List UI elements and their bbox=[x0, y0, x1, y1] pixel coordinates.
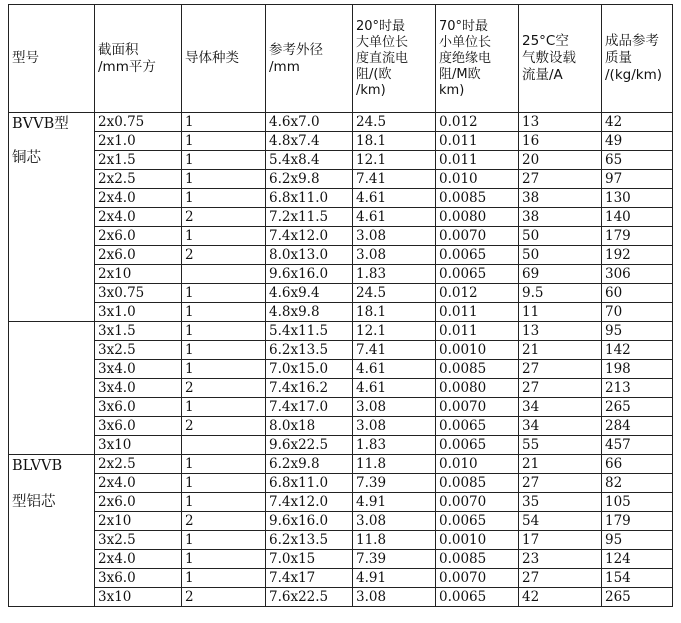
cell-conductor-type: 2 bbox=[182, 208, 266, 227]
cell-dc-resistance: 3.08 bbox=[353, 227, 436, 246]
cell-dc-resistance: 18.1 bbox=[353, 132, 436, 151]
table-row bbox=[9, 417, 673, 436]
header-current-capacity: 25°C空 气敷设载 流量/A bbox=[519, 5, 602, 113]
cell-dc-resistance: 3.08 bbox=[353, 588, 436, 607]
cell-insulation-resistance: 0.0010 bbox=[436, 341, 519, 360]
cell-insulation-resistance: 0.0065 bbox=[436, 512, 519, 531]
model-material: 型铝芯 bbox=[12, 494, 56, 510]
cell-current-capacity: 34 bbox=[519, 417, 602, 436]
table-row bbox=[9, 531, 673, 550]
cell-reference-weight: 265 bbox=[602, 588, 673, 607]
cell-outer-diameter: 7.4x12.0 bbox=[266, 227, 353, 246]
table-row bbox=[9, 284, 673, 303]
cell-conductor-type: 1 bbox=[182, 341, 266, 360]
table-row bbox=[9, 379, 673, 398]
table-row bbox=[9, 170, 673, 189]
cell-insulation-resistance: 0.011 bbox=[436, 132, 519, 151]
cell-current-capacity: 55 bbox=[519, 436, 602, 455]
cell-reference-weight: 154 bbox=[602, 569, 673, 588]
cell-cross-section: 2x4.0 bbox=[95, 189, 182, 208]
cell-cross-section: 3x1.0 bbox=[95, 303, 182, 322]
cell-dc-resistance: 3.08 bbox=[353, 512, 436, 531]
cell-cross-section: 2x6.0 bbox=[95, 227, 182, 246]
cell-insulation-resistance: 0.0080 bbox=[436, 379, 519, 398]
cell-cross-section: 3x6.0 bbox=[95, 569, 182, 588]
cell-dc-resistance: 7.41 bbox=[353, 170, 436, 189]
cell-conductor-type: 2 bbox=[182, 246, 266, 265]
cell-current-capacity: 21 bbox=[519, 455, 602, 474]
spec-table-container bbox=[8, 4, 673, 607]
header-cross-section: 截面积 /mm平方 bbox=[95, 5, 182, 113]
cell-outer-diameter: 7.2x11.5 bbox=[266, 208, 353, 227]
cell-reference-weight: 95 bbox=[602, 531, 673, 550]
cell-dc-resistance: 3.08 bbox=[353, 246, 436, 265]
cell-cross-section: 2x1.5 bbox=[95, 151, 182, 170]
header-dc-resistance: 20°时最 大单位长 度直流电 阻/(欧 /km) bbox=[353, 5, 436, 113]
cell-outer-diameter: 5.4x11.5 bbox=[266, 322, 353, 341]
header-row bbox=[9, 5, 673, 113]
cell-insulation-resistance: 0.010 bbox=[436, 455, 519, 474]
cell-current-capacity: 38 bbox=[519, 189, 602, 208]
cell-dc-resistance: 7.39 bbox=[353, 550, 436, 569]
table-row bbox=[9, 360, 673, 379]
cell-insulation-resistance: 0.0065 bbox=[436, 436, 519, 455]
cell-cross-section: 2x4.0 bbox=[95, 550, 182, 569]
cell-dc-resistance: 4.91 bbox=[353, 569, 436, 588]
header-model: 型号 bbox=[9, 5, 95, 113]
cell-conductor-type: 2 bbox=[182, 379, 266, 398]
cell-dc-resistance: 18.1 bbox=[353, 303, 436, 322]
cell-insulation-resistance: 0.0010 bbox=[436, 531, 519, 550]
table-row bbox=[9, 113, 673, 132]
cell-current-capacity: 35 bbox=[519, 493, 602, 512]
cell-dc-resistance: 12.1 bbox=[353, 151, 436, 170]
cell-current-capacity: 27 bbox=[519, 360, 602, 379]
cell-insulation-resistance: 0.0065 bbox=[436, 588, 519, 607]
cell-cross-section: 2x4.0 bbox=[95, 474, 182, 493]
cell-outer-diameter: 4.8x7.4 bbox=[266, 132, 353, 151]
cell-reference-weight: 265 bbox=[602, 398, 673, 417]
cell-conductor-type: 1 bbox=[182, 322, 266, 341]
cell-cross-section: 3x10 bbox=[95, 436, 182, 455]
cell-insulation-resistance: 0.0085 bbox=[436, 360, 519, 379]
cell-current-capacity: 27 bbox=[519, 474, 602, 493]
cell-reference-weight: 306 bbox=[602, 265, 673, 284]
cell-conductor-type: 1 bbox=[182, 284, 266, 303]
cell-cross-section: 3x2.5 bbox=[95, 341, 182, 360]
cell-conductor-type: 1 bbox=[182, 569, 266, 588]
cell-reference-weight: 65 bbox=[602, 151, 673, 170]
cell-dc-resistance: 3.08 bbox=[353, 398, 436, 417]
cell-conductor-type: 1 bbox=[182, 455, 266, 474]
cell-outer-diameter: 6.2x13.5 bbox=[266, 531, 353, 550]
cell-reference-weight: 179 bbox=[602, 512, 673, 531]
model-cell bbox=[9, 113, 95, 322]
cell-conductor-type: 1 bbox=[182, 227, 266, 246]
cell-reference-weight: 42 bbox=[602, 113, 673, 132]
cell-current-capacity: 38 bbox=[519, 208, 602, 227]
cell-outer-diameter: 9.6x22.5 bbox=[266, 436, 353, 455]
table-row bbox=[9, 436, 673, 455]
cell-insulation-resistance: 0.0085 bbox=[436, 550, 519, 569]
cell-insulation-resistance: 0.0065 bbox=[436, 265, 519, 284]
cell-cross-section: 3x2.5 bbox=[95, 531, 182, 550]
cell-dc-resistance: 7.41 bbox=[353, 341, 436, 360]
cell-insulation-resistance: 0.0070 bbox=[436, 569, 519, 588]
cell-dc-resistance: 11.8 bbox=[353, 455, 436, 474]
cell-cross-section: 2x10 bbox=[95, 265, 182, 284]
cell-conductor-type: 2 bbox=[182, 588, 266, 607]
cell-reference-weight: 130 bbox=[602, 189, 673, 208]
cell-conductor-type: 1 bbox=[182, 531, 266, 550]
cell-conductor-type: 1 bbox=[182, 151, 266, 170]
table-row bbox=[9, 398, 673, 417]
cell-dc-resistance: 4.61 bbox=[353, 379, 436, 398]
table-row bbox=[9, 493, 673, 512]
cell-conductor-type: 2 bbox=[182, 512, 266, 531]
table-row bbox=[9, 474, 673, 493]
cell-current-capacity: 13 bbox=[519, 322, 602, 341]
cell-current-capacity: 11 bbox=[519, 303, 602, 322]
table-row bbox=[9, 569, 673, 588]
cell-conductor-type: 1 bbox=[182, 550, 266, 569]
cell-outer-diameter: 6.8x11.0 bbox=[266, 189, 353, 208]
cell-current-capacity: 34 bbox=[519, 398, 602, 417]
cell-outer-diameter: 4.6x7.0 bbox=[266, 113, 353, 132]
cell-outer-diameter: 7.0x15 bbox=[266, 550, 353, 569]
cell-dc-resistance: 4.91 bbox=[353, 493, 436, 512]
table-row bbox=[9, 227, 673, 246]
cell-conductor-type: 1 bbox=[182, 189, 266, 208]
cell-cross-section: 2x4.0 bbox=[95, 208, 182, 227]
cell-insulation-resistance: 0.0080 bbox=[436, 208, 519, 227]
cell-dc-resistance: 4.61 bbox=[353, 208, 436, 227]
cell-dc-resistance: 7.39 bbox=[353, 474, 436, 493]
cell-current-capacity: 20 bbox=[519, 151, 602, 170]
table-row bbox=[9, 455, 673, 474]
cell-cross-section: 3x4.0 bbox=[95, 360, 182, 379]
table-row bbox=[9, 588, 673, 607]
cell-insulation-resistance: 0.011 bbox=[436, 303, 519, 322]
cell-current-capacity: 17 bbox=[519, 531, 602, 550]
cell-outer-diameter: 7.4x16.2 bbox=[266, 379, 353, 398]
cell-current-capacity: 13 bbox=[519, 113, 602, 132]
cell-current-capacity: 27 bbox=[519, 379, 602, 398]
cell-outer-diameter: 7.4x12.0 bbox=[266, 493, 353, 512]
cell-conductor-type: 1 bbox=[182, 474, 266, 493]
cell-outer-diameter: 8.0x18 bbox=[266, 417, 353, 436]
cell-outer-diameter: 7.0x15.0 bbox=[266, 360, 353, 379]
cell-cross-section: 3x6.0 bbox=[95, 398, 182, 417]
cell-reference-weight: 142 bbox=[602, 341, 673, 360]
cell-cross-section: 2x2.5 bbox=[95, 455, 182, 474]
header-outer-diameter: 参考外径 /mm bbox=[266, 5, 353, 113]
cell-dc-resistance: 1.83 bbox=[353, 436, 436, 455]
cell-cross-section: 2x6.0 bbox=[95, 246, 182, 265]
cell-insulation-resistance: 0.012 bbox=[436, 113, 519, 132]
cell-outer-diameter: 4.8x9.8 bbox=[266, 303, 353, 322]
cell-outer-diameter: 9.6x16.0 bbox=[266, 512, 353, 531]
cell-cross-section: 2x6.0 bbox=[95, 493, 182, 512]
cell-insulation-resistance: 0.0070 bbox=[436, 398, 519, 417]
model-name: BLVVB bbox=[12, 458, 63, 474]
model-cell bbox=[9, 322, 95, 455]
cell-cross-section: 2x10 bbox=[95, 512, 182, 531]
cell-outer-diameter: 9.6x16.0 bbox=[266, 265, 353, 284]
cell-reference-weight: 198 bbox=[602, 360, 673, 379]
cell-dc-resistance: 1.83 bbox=[353, 265, 436, 284]
cell-dc-resistance: 24.5 bbox=[353, 284, 436, 303]
cell-reference-weight: 457 bbox=[602, 436, 673, 455]
cell-reference-weight: 60 bbox=[602, 284, 673, 303]
cell-reference-weight: 213 bbox=[602, 379, 673, 398]
cell-dc-resistance: 4.61 bbox=[353, 360, 436, 379]
cell-outer-diameter: 4.6x9.4 bbox=[266, 284, 353, 303]
cell-conductor-type bbox=[182, 265, 266, 284]
table-row bbox=[9, 208, 673, 227]
table-row bbox=[9, 151, 673, 170]
cell-reference-weight: 97 bbox=[602, 170, 673, 189]
cell-outer-diameter: 5.4x8.4 bbox=[266, 151, 353, 170]
cell-insulation-resistance: 0.0070 bbox=[436, 493, 519, 512]
table-row bbox=[9, 550, 673, 569]
model-cell bbox=[9, 455, 95, 607]
cell-reference-weight: 70 bbox=[602, 303, 673, 322]
table-row bbox=[9, 246, 673, 265]
cell-dc-resistance: 4.61 bbox=[353, 189, 436, 208]
cell-reference-weight: 82 bbox=[602, 474, 673, 493]
cell-insulation-resistance: 0.011 bbox=[436, 322, 519, 341]
table-row bbox=[9, 512, 673, 531]
cell-outer-diameter: 6.2x9.8 bbox=[266, 455, 353, 474]
cell-reference-weight: 192 bbox=[602, 246, 673, 265]
cell-dc-resistance: 24.5 bbox=[353, 113, 436, 132]
cell-cross-section: 2x2.5 bbox=[95, 170, 182, 189]
cell-dc-resistance: 12.1 bbox=[353, 322, 436, 341]
cell-conductor-type: 1 bbox=[182, 303, 266, 322]
cell-insulation-resistance: 0.010 bbox=[436, 170, 519, 189]
cell-current-capacity: 42 bbox=[519, 588, 602, 607]
cell-reference-weight: 179 bbox=[602, 227, 673, 246]
cell-insulation-resistance: 0.0085 bbox=[436, 474, 519, 493]
cell-insulation-resistance: 0.0065 bbox=[436, 417, 519, 436]
cell-outer-diameter: 6.2x9.8 bbox=[266, 170, 353, 189]
cell-reference-weight: 49 bbox=[602, 132, 673, 151]
table-row bbox=[9, 132, 673, 151]
cell-cross-section: 3x10 bbox=[95, 588, 182, 607]
cell-cross-section: 3x4.0 bbox=[95, 379, 182, 398]
cell-conductor-type bbox=[182, 436, 266, 455]
cell-cross-section: 3x1.5 bbox=[95, 322, 182, 341]
cell-current-capacity: 27 bbox=[519, 170, 602, 189]
cell-current-capacity: 69 bbox=[519, 265, 602, 284]
cell-cross-section: 3x0.75 bbox=[95, 284, 182, 303]
table-row bbox=[9, 189, 673, 208]
cell-outer-diameter: 7.4x17.0 bbox=[266, 398, 353, 417]
header-insulation-resistance: 70°时最 小单位长 度绝缘电 阻/M欧 km) bbox=[436, 5, 519, 113]
cell-conductor-type: 1 bbox=[182, 360, 266, 379]
cell-outer-diameter: 7.4x17 bbox=[266, 569, 353, 588]
cell-cross-section: 2x1.0 bbox=[95, 132, 182, 151]
cell-current-capacity: 23 bbox=[519, 550, 602, 569]
cell-conductor-type: 1 bbox=[182, 113, 266, 132]
cell-conductor-type: 1 bbox=[182, 132, 266, 151]
cell-current-capacity: 21 bbox=[519, 341, 602, 360]
cell-current-capacity: 27 bbox=[519, 569, 602, 588]
model-material: 铜芯 bbox=[12, 150, 41, 166]
cell-current-capacity: 50 bbox=[519, 227, 602, 246]
cable-spec-table bbox=[8, 4, 673, 607]
header-reference-weight: 成品参考 质量 /(kg/km) bbox=[602, 5, 673, 113]
table-row bbox=[9, 341, 673, 360]
cell-insulation-resistance: 0.011 bbox=[436, 151, 519, 170]
cell-dc-resistance: 3.08 bbox=[353, 417, 436, 436]
cell-current-capacity: 54 bbox=[519, 512, 602, 531]
cell-insulation-resistance: 0.0070 bbox=[436, 227, 519, 246]
cell-reference-weight: 140 bbox=[602, 208, 673, 227]
cell-outer-diameter: 7.6x22.5 bbox=[266, 588, 353, 607]
cell-reference-weight: 105 bbox=[602, 493, 673, 512]
cell-outer-diameter: 6.2x13.5 bbox=[266, 341, 353, 360]
table-row bbox=[9, 303, 673, 322]
cell-current-capacity: 50 bbox=[519, 246, 602, 265]
table-body bbox=[9, 113, 673, 607]
cell-reference-weight: 95 bbox=[602, 322, 673, 341]
cell-conductor-type: 2 bbox=[182, 417, 266, 436]
cell-reference-weight: 124 bbox=[602, 550, 673, 569]
cell-outer-diameter: 8.0x13.0 bbox=[266, 246, 353, 265]
cell-current-capacity: 16 bbox=[519, 132, 602, 151]
cell-conductor-type: 1 bbox=[182, 398, 266, 417]
header-conductor-type: 导体种类 bbox=[182, 5, 266, 113]
cell-cross-section: 2x0.75 bbox=[95, 113, 182, 132]
table-row bbox=[9, 265, 673, 284]
cell-conductor-type: 1 bbox=[182, 493, 266, 512]
cell-insulation-resistance: 0.012 bbox=[436, 284, 519, 303]
cell-reference-weight: 66 bbox=[602, 455, 673, 474]
cell-conductor-type: 1 bbox=[182, 170, 266, 189]
cell-insulation-resistance: 0.0065 bbox=[436, 246, 519, 265]
cell-reference-weight: 284 bbox=[602, 417, 673, 436]
cell-cross-section: 3x6.0 bbox=[95, 417, 182, 436]
cell-current-capacity: 9.5 bbox=[519, 284, 602, 303]
table-row bbox=[9, 322, 673, 341]
cell-dc-resistance: 11.8 bbox=[353, 531, 436, 550]
model-name: BVVB型 bbox=[12, 116, 69, 132]
cell-insulation-resistance: 0.0085 bbox=[436, 189, 519, 208]
cell-outer-diameter: 6.8x11.0 bbox=[266, 474, 353, 493]
